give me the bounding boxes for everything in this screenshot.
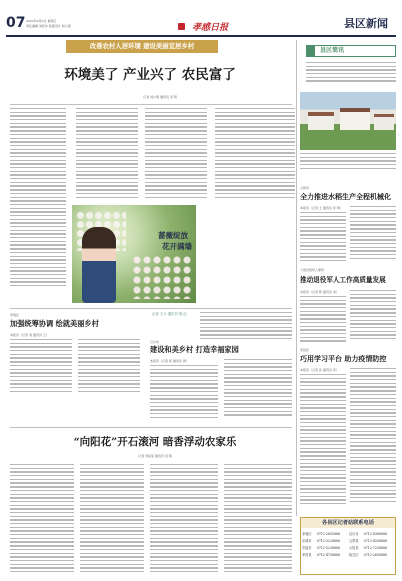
contact-phone: 0712-8388888	[363, 531, 388, 536]
contact-county: 云梦县	[348, 539, 359, 543]
contact-box-title: 各县区记者站联系电话	[301, 518, 395, 528]
bottom-divider	[10, 427, 292, 428]
right-article-1-col2	[350, 206, 396, 261]
right-article-3-title: 巧用学习平台 助力疫情防控	[300, 354, 387, 363]
house-shape	[374, 114, 394, 130]
contact-phone: 0712-5238888	[316, 545, 341, 550]
photo-caption	[158, 230, 192, 252]
lead-body-col4	[215, 108, 295, 200]
mid-left-kicker: 孝南区	[10, 313, 20, 317]
masthead-rule	[6, 35, 396, 37]
contact-county: 汉川市	[348, 532, 359, 536]
bottom-col3	[150, 464, 218, 575]
house-shape	[340, 108, 370, 130]
column-divider	[296, 40, 297, 516]
rose-cluster	[132, 255, 192, 299]
right-article-3-col1	[300, 374, 346, 507]
contact-phone: 0712-2835888	[316, 531, 341, 536]
right-article-3-col2	[350, 368, 396, 504]
right-article-2-title: 推动退役军人工作高质量发展	[300, 276, 386, 284]
brief-icon	[307, 46, 315, 56]
contact-phone: 0712-3228888	[316, 538, 341, 543]
bottom-byline: 记者 刘某某 通讯员 吴 明	[138, 454, 172, 458]
caption-quote-label: 记者 王小 通讯员 陈 红	[152, 312, 187, 316]
table-row	[301, 530, 395, 537]
contact-phone: 0712-4738888	[316, 552, 341, 557]
right-article-3-kicker: 孝昌县	[300, 348, 310, 352]
lead-body-col1	[10, 108, 66, 289]
contact-county: 孝昌县	[302, 553, 312, 557]
contact-county: 孝南区	[302, 532, 312, 536]
mid-right-col1	[150, 365, 218, 420]
right-article-1-col1	[300, 212, 346, 264]
right-article-1-title: 全力推进水稻生产全程机械化	[300, 192, 391, 201]
lead-body-col2	[76, 108, 138, 200]
bottom-col4	[224, 464, 292, 575]
contact-county: 临空区	[348, 553, 359, 557]
logo-text: 孝感日报	[192, 23, 229, 33]
brief-header	[306, 45, 396, 57]
person-figure	[82, 227, 116, 303]
photo-caption-line1: 蔷薇绽放	[158, 231, 188, 240]
masthead-editor: 责任编辑 刘佳华 版面设计 杨小燕	[26, 24, 71, 28]
logo-icon	[178, 23, 185, 30]
table-row	[301, 544, 395, 551]
right-article-3-byline: 本报讯（记者 张 通讯员 李）	[300, 368, 339, 372]
brief-header-title: 县区简讯	[320, 47, 345, 54]
village-photo	[300, 92, 396, 150]
lead-title: 环境美了 产业兴了 农民富了	[64, 67, 236, 83]
theme-banner-text: 改善农村人居环境 建设美丽宜居乡村	[89, 42, 195, 50]
contact-box	[300, 517, 396, 575]
contact-phone: 0712-7238888	[363, 545, 388, 550]
mid-left-col2	[78, 339, 140, 394]
contact-phone: 0712-2658888	[363, 552, 388, 557]
mid-divider	[10, 308, 292, 309]
right-article-1-kicker: 云梦县	[300, 186, 310, 190]
right-article-2-col1	[300, 296, 346, 344]
right-article-2-col2	[350, 290, 396, 342]
contact-county: 大悟县	[348, 546, 359, 550]
mid-right-byline: 本报讯（记者 陈 通讯员 周）	[150, 359, 189, 363]
lead-byline: 记者 刘小明 通讯员 李 明	[143, 95, 177, 99]
brief-text	[306, 62, 396, 84]
mid-right-kicker: 汉川市	[150, 340, 160, 344]
mid-left-title: 加强统筹协调 绘就美丽乡村	[10, 319, 99, 328]
mid-left-col1	[10, 339, 72, 394]
bottom-col2	[80, 464, 144, 575]
masthead	[0, 14, 402, 36]
bottom-col1	[10, 464, 74, 575]
lead-photo	[72, 205, 196, 303]
caption-quote-text	[200, 312, 292, 342]
lead-body-col3	[145, 108, 207, 200]
contact-county: 应城市	[302, 539, 312, 543]
mid-left-byline: 本报讯（记者 刘 通讯员 王）	[10, 333, 49, 337]
contact-phone: 0712-4338888	[363, 538, 388, 543]
contact-county: 安陆市	[302, 546, 312, 550]
village-photo-caption	[300, 153, 396, 171]
contact-table	[301, 530, 395, 558]
lead-rule	[10, 104, 292, 105]
table-row	[301, 537, 395, 544]
photo-caption-line2: 花开满墙	[162, 242, 192, 251]
table-row	[301, 551, 395, 558]
right-article-2-byline: 本报讯（记者 陈 通讯员 刘）	[300, 290, 339, 294]
page-number: 07	[6, 15, 26, 31]
right-article-1-byline: 本报讯（记者 王 通讯员 李 明）	[300, 206, 343, 210]
house-shape	[308, 112, 334, 130]
right-article-2-kicker: 大悟县组织人事局	[300, 268, 325, 272]
mid-right-col2	[224, 359, 292, 418]
section-name: 县区新闻	[344, 17, 388, 30]
mid-right-title: 建设和美乡村 打造幸福家园	[150, 345, 239, 354]
masthead-date: 2022年9月9日 星期五	[26, 19, 57, 23]
bottom-title: “向阳花”开石滚河 暗香浮动农家乐	[73, 436, 237, 448]
logo	[178, 15, 228, 34]
